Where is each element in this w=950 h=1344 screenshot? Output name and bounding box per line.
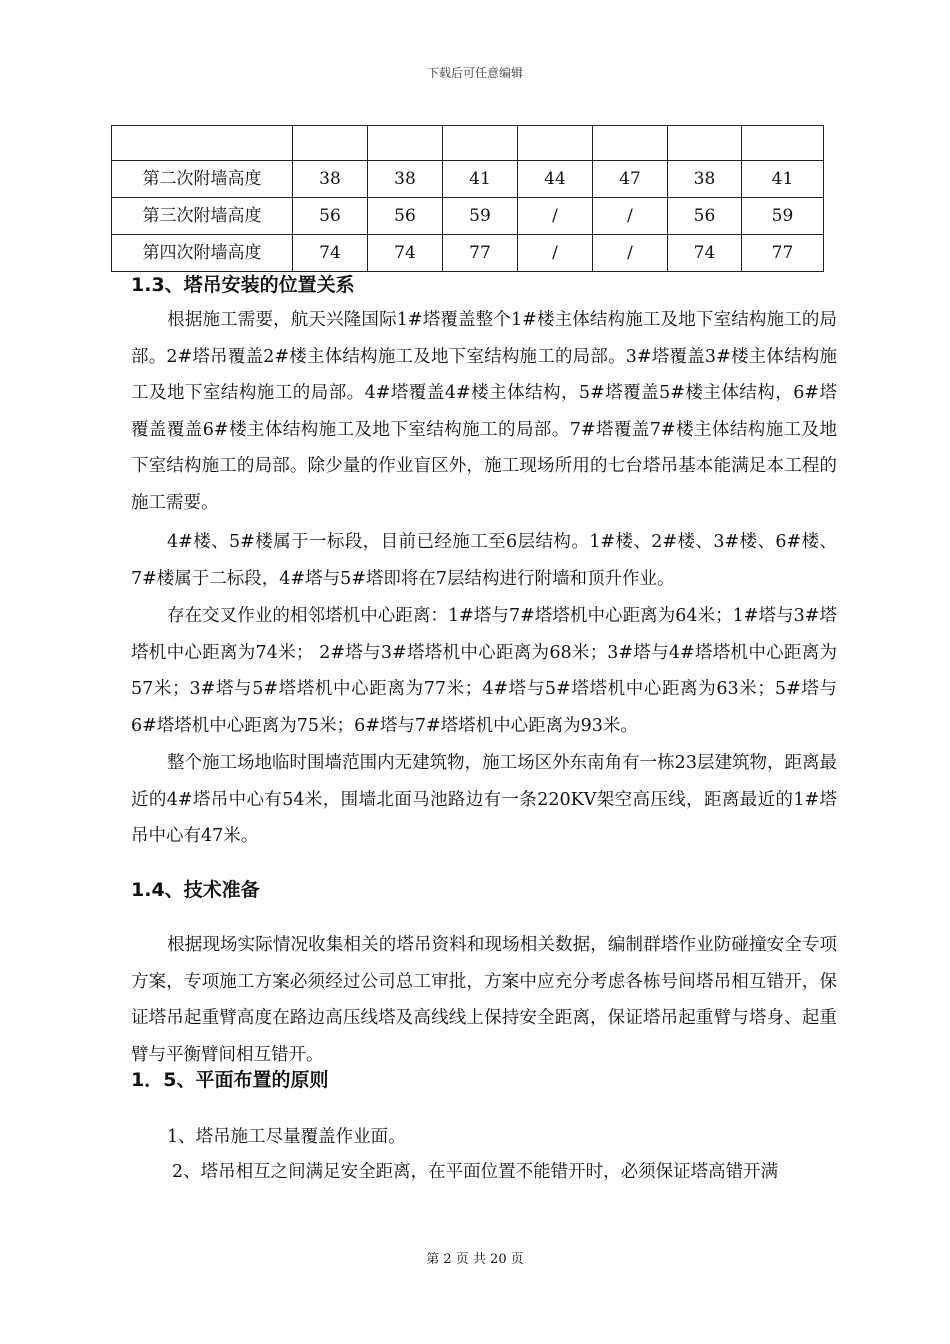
paragraph-text: 存在交叉作业的相邻塔机中心距离：1#塔与7#塔塔机中心距离为64米；1#塔与3#塔塔机中心距离为74米； 2#塔与3#塔塔机中心距离为68米；3#塔与4#塔塔机中心距离为57米；3#塔与5#塔塔机中心距离为77米；4#塔与5#塔塔机中心距离为63米；5#塔与6#塔塔机中心距离为75米；6#塔与7#塔塔机中心距离为93米。 xyxy=(131,606,837,736)
paragraph-text: 4#楼、5#楼属于一标段，目前已经施工至6层结构。1#楼、2#楼、3#楼、6#楼、7#楼属于二标段，4#塔与5#塔即将在7层结构进行附墙和顶升作业。 xyxy=(131,532,837,589)
row-label: 第四次附墙高度 xyxy=(112,235,293,272)
table-cell xyxy=(112,126,293,161)
table-cell: / xyxy=(518,198,593,235)
table-cell: 44 xyxy=(518,161,593,198)
table-row xyxy=(112,161,824,198)
table-cell: 56 xyxy=(368,198,443,235)
table-row xyxy=(112,126,824,161)
page-header: 下载后可任意编辑 xyxy=(426,66,523,80)
list-item: 1、塔吊施工尽量覆盖作业面。 xyxy=(167,1127,406,1147)
table-cell: 38 xyxy=(668,161,742,198)
table-cell: / xyxy=(593,235,668,272)
table-cell: 56 xyxy=(293,198,368,235)
table-cell: 77 xyxy=(742,235,824,272)
table-cell xyxy=(443,126,518,161)
row-label: 第三次附墙高度 xyxy=(112,198,293,235)
section-heading-1-4: 1.4、技术准备 xyxy=(131,879,260,901)
table-cell: 74 xyxy=(293,235,368,272)
table-cell xyxy=(668,126,742,161)
list-item: 2、塔吊相互之间满足安全距离，在平面位置不能错开时，必须保证塔高错开满 xyxy=(172,1162,779,1182)
paragraph-tower-coverage xyxy=(131,302,837,521)
table-cell: 38 xyxy=(368,161,443,198)
section-heading-1-5: 1．5、平面布置的原则 xyxy=(131,1069,329,1091)
table-cell: 38 xyxy=(293,161,368,198)
table-cell: 59 xyxy=(443,198,518,235)
table-cell: 41 xyxy=(443,161,518,198)
paragraph-text: 根据施工需要，航天兴隆国际1#塔覆盖整个1#楼主体结构施工及地下室结构施工的局部。2#塔吊覆盖2#楼主体结构施工及地下室结构施工的局部。3#塔覆盖3#楼主体结构施工及地下室结构施工的局部。4#塔覆盖4#楼主体结构，5#塔覆盖5#楼主体结构，6#塔覆盖覆盖6#楼主体结构施工及地下室结构施工的局部。7#塔覆盖7#楼主体结构施工及地下室结构施工的局部。除少量的作业盲区外，施工现场所用的七台塔吊基本能满足本工程的施工需要。 xyxy=(131,310,837,513)
paragraph-sections xyxy=(131,524,837,597)
table-cell xyxy=(518,126,593,161)
table-cell xyxy=(293,126,368,161)
paragraph-tower-distances xyxy=(131,598,837,744)
paragraph-text: 整个施工场地临时围墙范围内无建筑物，施工场区外东南角有一栋23层建筑物，距离最近的4#塔吊中心有54米，围墙北面马池路边有一条220KV架空高压线，距离最近的1#塔吊中心有47米。 xyxy=(131,753,837,846)
table-cell: 41 xyxy=(742,161,824,198)
table-row xyxy=(112,198,824,235)
table-cell xyxy=(593,126,668,161)
row-label: 第二次附墙高度 xyxy=(112,161,293,198)
wall-attachment-height-table xyxy=(111,125,824,272)
section-heading-1-3: 1.3、塔吊安装的位置关系 xyxy=(131,274,355,296)
table-row xyxy=(112,235,824,272)
page-footer: 第 2 页 共 20 页 xyxy=(426,1252,524,1267)
table-cell: / xyxy=(593,198,668,235)
table-cell: 56 xyxy=(668,198,742,235)
table-cell: / xyxy=(518,235,593,272)
table-cell xyxy=(368,126,443,161)
table-cell: 47 xyxy=(593,161,668,198)
table-cell: 74 xyxy=(668,235,742,272)
table-cell: 77 xyxy=(443,235,518,272)
paragraph-surroundings xyxy=(131,745,837,855)
paragraph-technical-preparation xyxy=(131,927,837,1073)
table-cell: 74 xyxy=(368,235,443,272)
table-cell: 59 xyxy=(742,198,824,235)
table-cell xyxy=(742,126,824,161)
paragraph-text: 根据现场实际情况收集相关的塔吊资料和现场相关数据，编制群塔作业防碰撞安全专项方案，专项施工方案必须经过公司总工审批，方案中应充分考虑各栋号间塔吊相互错开，保证塔吊起重臂高度在路边高压线塔及高线线上保持安全距离，保证塔吊起重臂与塔身、起重臂与平衡臂间相互错开。 xyxy=(131,935,837,1065)
